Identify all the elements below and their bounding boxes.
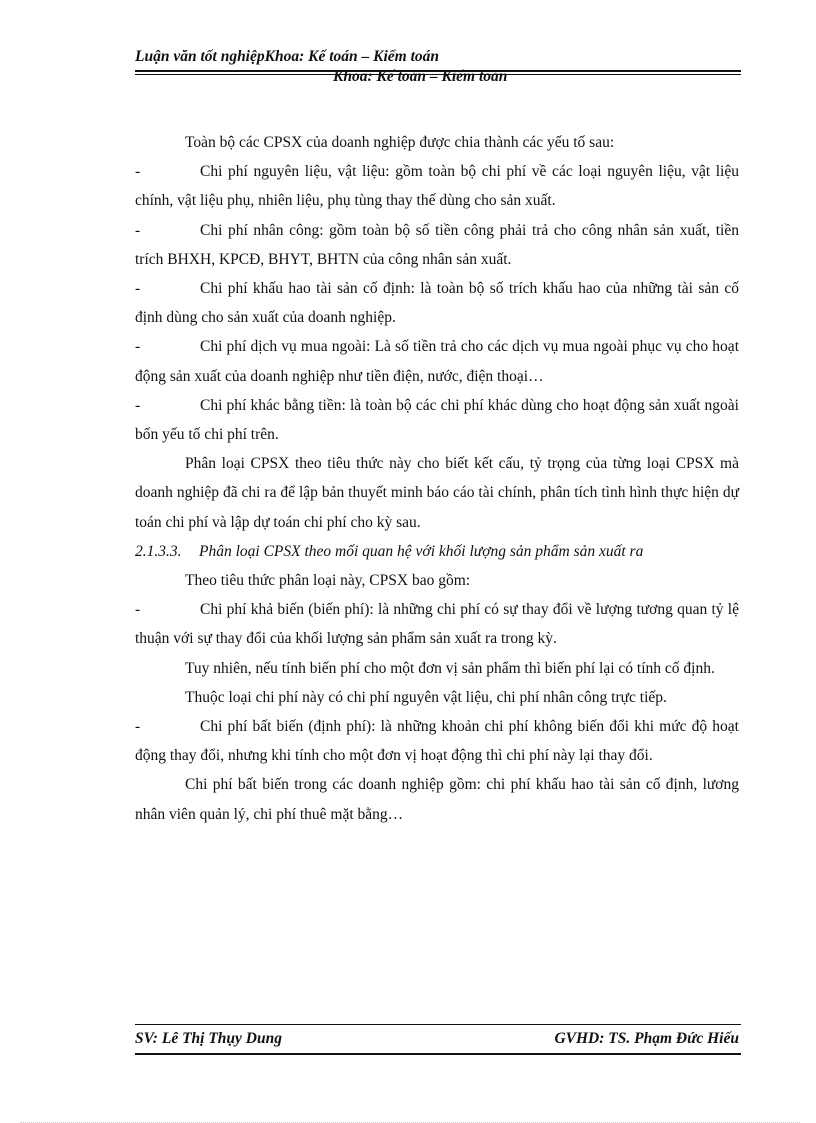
body-paragraph: Theo tiêu thức phân loại này, CPSX bao gồm: [185, 572, 471, 590]
bullet-item [135, 216, 739, 274]
section-heading [135, 537, 739, 566]
bullet-text: Chi phí bất biến (định phí): là những khoản chi phí không biến đổi khi mức độ hoạt động thay đổi, nhưng khi tính cho một đơn vị hoạt động thì chi phí này lại thay đổi. [135, 718, 739, 765]
bullet-item [135, 712, 739, 770]
bullet-item [135, 274, 739, 332]
body-paragraph: Chi phí bất biến trong các doanh nghiệp gồm: chi phí khấu hao tài sản cố định, lương nhân viên quản lý, chi phí thuê mặt bằng… [135, 776, 739, 823]
bullet-dash: - [135, 338, 141, 356]
bullet-text: Chi phí nhân công: gồm toàn bộ số tiền công phải trả cho công nhân sản xuất, tiền trích BHXH, KPCĐ, BHYT, BHTN của công nhân sản xuất. [135, 221, 739, 268]
section-heading-text: Phân loại CPSX theo mối quan hệ với khối lượng sản phẩm sản xuất ra [199, 542, 644, 560]
bullet-dash: - [135, 718, 141, 736]
document-body [135, 128, 739, 829]
body-paragraph: Tuy nhiên, nếu tính biến phí cho một đơn vị sản phẩm thì biến phí lại có tính cố định. [185, 659, 715, 677]
running-header-title: Luận văn tốt nghiệpKhoa: Kế toán – Kiểm toán [135, 48, 440, 65]
intro-paragraph: Toàn bộ các CPSX của doanh nghiệp được chia thành các yếu tố sau: [185, 134, 615, 151]
bullet-text: Chi phí khấu hao tài sản cố định: là toàn bộ số trích khấu hao của những tài sản cố định dùng cho sản xuất của doanh nghiệp. [135, 280, 739, 327]
body-paragraph: Phân loại CPSX theo tiêu thức này cho biết kết cấu, tỷ trọng của từng loại CPSX mà doanh nghiệp đã chi ra để lập bản thuyết minh báo cáo tài chính, phân tích tình hình thực hiện dự toán chi phí và lập dự toán chi phí cho kỳ sau. [135, 455, 739, 531]
bullet-dash: - [135, 601, 141, 619]
bullet-item [135, 332, 739, 390]
bullet-text: Chi phí khả biến (biến phí): là những chi phí có sự thay đổi về lượng tương quan tỷ lệ thuận với sự thay đổi của khối lượng sản phẩm sản xuất ra trong kỳ. [135, 601, 739, 648]
bullet-dash: - [135, 396, 141, 414]
body-paragraph: Thuộc loại chi phí này có chi phí nguyên vật liệu, chi phí nhân công trực tiếp. [185, 688, 667, 706]
bullet-item [135, 595, 739, 653]
bullet-item [135, 157, 739, 215]
bullet-text: Chi phí nguyên liệu, vật liệu: gồm toàn bộ chi phí về các loại nguyên liệu, vật liệu chính, vật liệu phụ, nhiên liệu, phụ tùng thay thế dùng cho sản xuất. [135, 163, 739, 210]
section-number: 2.1.3.3. [135, 542, 182, 560]
footer-rule-bottom [135, 1053, 741, 1055]
bullet-dash: - [135, 163, 141, 181]
bullet-text: Chi phí dịch vụ mua ngoài: Là số tiền trả cho các dịch vụ mua ngoài phục vụ cho hoạt động sản xuất của doanh nghiệp như tiền điện, nước, điện thoại… [135, 338, 739, 385]
bullet-text: Chi phí khác bằng tiền: là toàn bộ các chi phí khác dùng cho hoạt động sản xuất ngoài bốn yếu tố chi phí trên. [135, 396, 739, 444]
running-header-subtitle: Khoa: Kế toán – Kiểm toán [333, 68, 508, 85]
bullet-dash: - [135, 221, 141, 239]
footer-rule [135, 1024, 741, 1025]
bullet-dash: - [135, 280, 141, 298]
bullet-item [135, 391, 739, 449]
footer-advisor: GVHD: TS. Phạm Đức Hiếu [554, 1030, 739, 1047]
footer-student: SV: Lê Thị Thụy Dung [135, 1030, 282, 1047]
